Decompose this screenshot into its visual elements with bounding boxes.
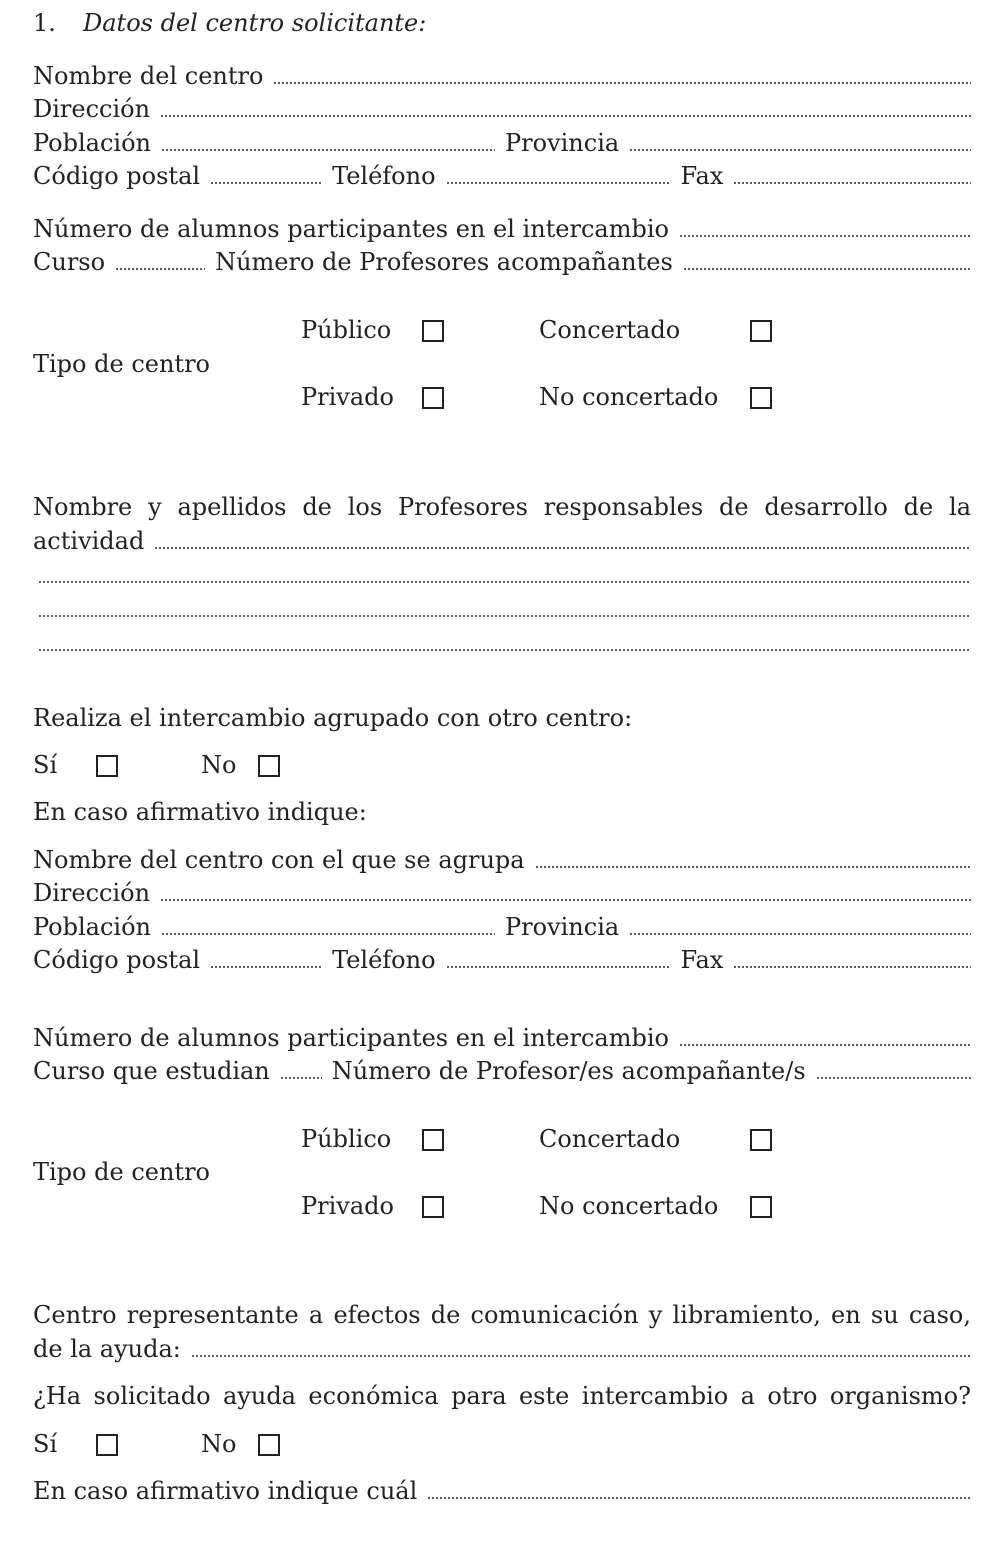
agrupado-no-label: No [201,751,237,779]
profesores-text-row [33,491,971,524]
actividad-label: actividad [33,527,145,555]
privado-label: Privado [301,383,394,411]
direccion-row [33,93,971,126]
profesores-extra-line-1 [33,559,971,592]
num-alumnos-field[interactable] [679,232,971,238]
fax-2-label: Fax [680,946,724,974]
direccion-field[interactable] [160,112,971,118]
section-title: Datos del centro solicitante: [83,9,427,37]
no-concertado-checkbox[interactable] [750,387,772,409]
agrupado-question: Realiza el intercambio agrupado con otro centro: [33,704,633,732]
representante-ayuda-label: de la ayuda: [33,1335,181,1363]
num-alumnos-label: Número de alumnos participantes en el intercambio [33,215,669,243]
representante-text: Centro representante a efectos de comunicación y libramiento, en su caso, [33,1301,971,1329]
poblacion-2-label: Población [33,913,151,941]
profesores-extra-line-2 [33,593,971,626]
ayuda-no-checkbox[interactable] [258,1434,280,1456]
ayuda-question-row [33,1380,971,1413]
profesores-text: Nombre y apellidos de los Profesores responsables de desarrollo de la [33,493,971,521]
profesores-field-3[interactable] [38,646,971,652]
codigo-postal-2-field[interactable] [210,963,322,969]
fax-field[interactable] [733,179,971,185]
num-alumnos-2-label: Número de alumnos participantes en el intercambio [33,1024,669,1052]
representante-text-row [33,1299,971,1332]
num-profesores-2-label: Número de Profesor/es acompañante/s [331,1057,806,1085]
codigo-postal-2-row [33,944,971,977]
nombre-centro-field[interactable] [273,79,971,85]
nombre-centro-agrupa-label: Nombre del centro con el que se agrupa [33,846,525,874]
agrupado-no-checkbox[interactable] [258,755,280,777]
telefono-label: Teléfono [332,162,436,190]
fax-label: Fax [680,162,724,190]
direccion-2-field[interactable] [160,896,971,902]
actividad-row [33,525,971,558]
codigo-postal-2-label: Código postal [33,946,201,974]
provincia-2-label: Provincia [505,913,620,941]
num-alumnos-2-field[interactable] [679,1041,971,1047]
concertado-checkbox[interactable] [750,320,772,342]
no-concertado-2-label: No concertado [539,1192,719,1220]
direccion-2-label: Dirección [33,879,151,907]
curso-row [33,246,971,279]
agrupado-afirmativo: En caso afirmativo indique: [33,798,367,826]
fax-2-field[interactable] [733,963,971,969]
representante-ayuda-field[interactable] [191,1352,971,1358]
provincia-label: Provincia [505,129,620,157]
publico-checkbox[interactable] [422,320,444,342]
ayuda-si-label: Sí [33,1430,58,1458]
privado-2-label: Privado [301,1192,394,1220]
concertado-2-label: Concertado [539,1125,681,1153]
nombre-centro-label: Nombre del centro [33,62,264,90]
telefono-2-field[interactable] [446,963,671,969]
codigo-postal-label: Código postal [33,162,201,190]
poblacion-field[interactable] [161,146,495,152]
ayuda-si-checkbox[interactable] [96,1434,118,1456]
publico-2-label: Público [301,1125,392,1153]
ayuda-cual-row [33,1475,971,1508]
curso-estudian-field[interactable] [280,1074,322,1080]
section-number: 1. [33,9,56,37]
num-profesores-label: Número de Profesores acompañantes [215,248,673,276]
ayuda-cual-label: En caso afirmativo indique cuál [33,1477,418,1505]
concertado-label: Concertado [539,316,681,344]
direccion-label: Dirección [33,95,151,123]
privado-2-checkbox[interactable] [422,1196,444,1218]
concertado-2-checkbox[interactable] [750,1129,772,1151]
ayuda-cual-field[interactable] [427,1494,971,1500]
curso-label: Curso [33,248,106,276]
curso-field[interactable] [115,265,205,271]
poblacion-label: Población [33,129,151,157]
poblacion-2-row [33,911,971,944]
num-profesores-field[interactable] [683,265,971,271]
no-concertado-label: No concertado [539,383,719,411]
poblacion-row [33,127,971,160]
poblacion-2-field[interactable] [161,930,495,936]
nombre-centro-agrupa-row [33,844,971,877]
num-alumnos-2-row [33,1022,971,1055]
curso-estudian-row [33,1055,971,1088]
profesores-extra-line-3 [33,627,971,660]
codigo-postal-field[interactable] [210,179,322,185]
direccion-2-row [33,877,971,910]
nombre-centro-row [33,60,971,93]
codigo-postal-row [33,160,971,193]
profesores-field-2[interactable] [38,612,971,618]
nombre-centro-agrupa-field[interactable] [535,863,971,869]
privado-checkbox[interactable] [422,387,444,409]
publico-label: Público [301,316,392,344]
provincia-field[interactable] [629,146,971,152]
actividad-field[interactable] [154,544,971,550]
agrupado-si-label: Sí [33,751,58,779]
no-concertado-2-checkbox[interactable] [750,1196,772,1218]
section-heading [33,8,426,38]
agrupado-si-checkbox[interactable] [96,755,118,777]
ayuda-no-label: No [201,1430,237,1458]
tipo-centro-2-label: Tipo de centro [33,1158,210,1186]
telefono-field[interactable] [446,179,671,185]
tipo-centro-label: Tipo de centro [33,350,210,378]
provincia-2-field[interactable] [629,930,971,936]
ayuda-question: ¿Ha solicitado ayuda económica para este intercambio a otro organismo? [33,1382,971,1410]
representante-ayuda-row [33,1333,971,1366]
num-alumnos-row [33,213,971,246]
telefono-2-label: Teléfono [332,946,436,974]
publico-2-checkbox[interactable] [422,1129,444,1151]
profesores-field-1[interactable] [38,578,971,584]
num-profesores-2-field[interactable] [816,1074,971,1080]
curso-estudian-label: Curso que estudian [33,1057,270,1085]
